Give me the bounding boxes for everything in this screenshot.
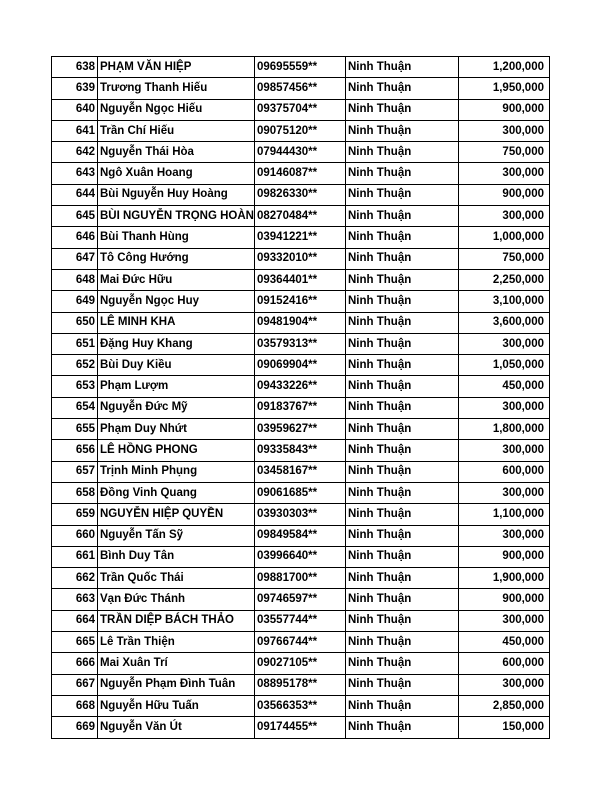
province-cell: Ninh Thuận (346, 610, 459, 631)
row-index-cell: 661 (52, 546, 98, 567)
province-cell: Ninh Thuận (346, 184, 459, 205)
province-cell: Ninh Thuận (346, 227, 459, 248)
recipient-name-cell: Nguyễn Thái Hòa (98, 142, 255, 163)
province-cell: Ninh Thuận (346, 482, 459, 503)
amount-cell: 300,000 (459, 120, 550, 141)
amount-cell: 150,000 (459, 717, 550, 738)
recipient-name-cell: Tô Công Hướng (98, 248, 255, 269)
phone-number-cell: 03930303** (255, 504, 346, 525)
recipient-name-cell: Trịnh Minh Phụng (98, 461, 255, 482)
recipient-name-cell: LÊ HỒNG PHONG (98, 440, 255, 461)
amount-cell: 3,100,000 (459, 291, 550, 312)
phone-number-cell: 07944430** (255, 142, 346, 163)
province-cell: Ninh Thuận (346, 568, 459, 589)
recipient-name-cell: NGUYỄN HIỆP QUYỀN (98, 504, 255, 525)
recipient-name-cell: Vạn Đức Thánh (98, 589, 255, 610)
recipient-name-cell: Trương Thanh Hiếu (98, 78, 255, 99)
phone-number-cell: 09146087** (255, 163, 346, 184)
phone-number-cell: 09881700** (255, 568, 346, 589)
province-cell: Ninh Thuận (346, 57, 459, 78)
province-cell: Ninh Thuận (346, 120, 459, 141)
table-row (52, 504, 550, 525)
amount-cell: 900,000 (459, 184, 550, 205)
amount-cell: 750,000 (459, 142, 550, 163)
province-cell: Ninh Thuận (346, 163, 459, 184)
table-row (52, 717, 550, 738)
phone-number-cell: 09152416** (255, 291, 346, 312)
row-index-cell: 663 (52, 589, 98, 610)
row-index-cell: 668 (52, 695, 98, 716)
province-cell: Ninh Thuận (346, 695, 459, 716)
recipient-name-cell: Bùi Nguyễn Huy Hoàng (98, 184, 255, 205)
recipient-name-cell: Mai Xuân Trí (98, 653, 255, 674)
table-row (52, 120, 550, 141)
phone-number-cell: 03458167** (255, 461, 346, 482)
table-row (52, 206, 550, 227)
table-row (52, 525, 550, 546)
province-cell: Ninh Thuận (346, 440, 459, 461)
row-index-cell: 665 (52, 632, 98, 653)
phone-number-cell: 03941221** (255, 227, 346, 248)
table-row (52, 269, 550, 290)
phone-number-cell: 09075120** (255, 120, 346, 141)
phone-number-cell: 09375704** (255, 99, 346, 120)
province-cell: Ninh Thuận (346, 546, 459, 567)
recipient-name-cell: Trần Chí Hiếu (98, 120, 255, 141)
recipient-name-cell: Ngô Xuân Hoang (98, 163, 255, 184)
phone-number-cell: 09332010** (255, 248, 346, 269)
table-row (52, 248, 550, 269)
recipient-name-cell: Lê Trần Thiện (98, 632, 255, 653)
table-row (52, 610, 550, 631)
province-cell: Ninh Thuận (346, 206, 459, 227)
amount-cell: 600,000 (459, 653, 550, 674)
amount-cell: 300,000 (459, 440, 550, 461)
province-cell: Ninh Thuận (346, 312, 459, 333)
phone-number-cell: 03579313** (255, 333, 346, 354)
row-index-cell: 658 (52, 482, 98, 503)
amount-cell: 1,050,000 (459, 355, 550, 376)
row-index-cell: 655 (52, 419, 98, 440)
province-cell: Ninh Thuận (346, 589, 459, 610)
phone-number-cell: 09481904** (255, 312, 346, 333)
province-cell: Ninh Thuận (346, 504, 459, 525)
recipient-name-cell: Trần Quốc Thái (98, 568, 255, 589)
amount-cell: 1,100,000 (459, 504, 550, 525)
amount-cell: 2,250,000 (459, 269, 550, 290)
recipient-name-cell: Nguyễn Văn Út (98, 717, 255, 738)
row-index-cell: 651 (52, 333, 98, 354)
row-index-cell: 662 (52, 568, 98, 589)
province-cell: Ninh Thuận (346, 674, 459, 695)
recipient-name-cell: Nguyễn Ngọc Huy (98, 291, 255, 312)
amount-cell: 450,000 (459, 632, 550, 653)
amount-cell: 300,000 (459, 610, 550, 631)
phone-number-cell: 03557744** (255, 610, 346, 631)
province-cell: Ninh Thuận (346, 269, 459, 290)
row-index-cell: 659 (52, 504, 98, 525)
table-row (52, 589, 550, 610)
recipient-name-cell: BÙI NGUYỄN TRỌNG HOÀN (98, 206, 255, 227)
amount-cell: 3,600,000 (459, 312, 550, 333)
phone-number-cell: 03566353** (255, 695, 346, 716)
province-cell: Ninh Thuận (346, 99, 459, 120)
recipient-name-cell: Đặng Huy Khang (98, 333, 255, 354)
phone-number-cell: 09766744** (255, 632, 346, 653)
row-index-cell: 642 (52, 142, 98, 163)
recipient-name-cell: Bùi Thanh Hùng (98, 227, 255, 248)
row-index-cell: 664 (52, 610, 98, 631)
table-row (52, 482, 550, 503)
amount-cell: 450,000 (459, 376, 550, 397)
recipient-name-cell: Mai Đức Hữu (98, 269, 255, 290)
amount-cell: 900,000 (459, 589, 550, 610)
row-index-cell: 660 (52, 525, 98, 546)
table-row (52, 632, 550, 653)
recipient-name-cell: Bùi Duy Kiều (98, 355, 255, 376)
recipient-name-cell: Bình Duy Tân (98, 546, 255, 567)
row-index-cell: 647 (52, 248, 98, 269)
phone-number-cell: 03996640** (255, 546, 346, 567)
row-index-cell: 641 (52, 120, 98, 141)
amount-cell: 300,000 (459, 482, 550, 503)
phone-number-cell: 09826330** (255, 184, 346, 205)
table-row (52, 291, 550, 312)
province-cell: Ninh Thuận (346, 142, 459, 163)
phone-number-cell: 08270484** (255, 206, 346, 227)
row-index-cell: 666 (52, 653, 98, 674)
row-index-cell: 653 (52, 376, 98, 397)
phone-number-cell: 09695559** (255, 57, 346, 78)
phone-number-cell: 09069904** (255, 355, 346, 376)
amount-cell: 600,000 (459, 461, 550, 482)
row-index-cell: 643 (52, 163, 98, 184)
table-row (52, 312, 550, 333)
phone-number-cell: 08895178** (255, 674, 346, 695)
row-index-cell: 657 (52, 461, 98, 482)
table-row (52, 568, 550, 589)
phone-number-cell: 09174455** (255, 717, 346, 738)
province-cell: Ninh Thuận (346, 78, 459, 99)
row-index-cell: 649 (52, 291, 98, 312)
table-row (52, 142, 550, 163)
recipient-name-cell: Nguyễn Đức Mỹ (98, 397, 255, 418)
amount-cell: 1,000,000 (459, 227, 550, 248)
recipient-list-sheet (51, 56, 549, 739)
recipient-name-cell: Đồng Vinh Quang (98, 482, 255, 503)
amount-cell: 300,000 (459, 525, 550, 546)
table-row (52, 99, 550, 120)
amount-cell: 2,850,000 (459, 695, 550, 716)
amount-cell: 300,000 (459, 163, 550, 184)
recipient-name-cell: Nguyễn Ngọc Hiếu (98, 99, 255, 120)
recipient-name-cell: PHẠM VĂN HIỆP (98, 57, 255, 78)
table-row (52, 78, 550, 99)
province-cell: Ninh Thuận (346, 525, 459, 546)
phone-number-cell: 03959627** (255, 419, 346, 440)
phone-number-cell: 09849584** (255, 525, 346, 546)
table-row (52, 355, 550, 376)
province-cell: Ninh Thuận (346, 653, 459, 674)
province-cell: Ninh Thuận (346, 248, 459, 269)
province-cell: Ninh Thuận (346, 333, 459, 354)
recipient-table-body (52, 57, 550, 739)
table-row (52, 163, 550, 184)
table-row (52, 440, 550, 461)
amount-cell: 1,900,000 (459, 568, 550, 589)
amount-cell: 900,000 (459, 99, 550, 120)
phone-number-cell: 09746597** (255, 589, 346, 610)
row-index-cell: 646 (52, 227, 98, 248)
row-index-cell: 652 (52, 355, 98, 376)
row-index-cell: 654 (52, 397, 98, 418)
recipient-name-cell: Phạm Duy Nhứt (98, 419, 255, 440)
table-row (52, 695, 550, 716)
table-row (52, 546, 550, 567)
row-index-cell: 650 (52, 312, 98, 333)
province-cell: Ninh Thuận (346, 717, 459, 738)
province-cell: Ninh Thuận (346, 461, 459, 482)
table-row (52, 184, 550, 205)
phone-number-cell: 09364401** (255, 269, 346, 290)
phone-number-cell: 09335843** (255, 440, 346, 461)
row-index-cell: 648 (52, 269, 98, 290)
phone-number-cell: 09433226** (255, 376, 346, 397)
table-row (52, 653, 550, 674)
table-row (52, 674, 550, 695)
amount-cell: 750,000 (459, 248, 550, 269)
table-row (52, 376, 550, 397)
row-index-cell: 639 (52, 78, 98, 99)
amount-cell: 1,950,000 (459, 78, 550, 99)
row-index-cell: 644 (52, 184, 98, 205)
row-index-cell: 645 (52, 206, 98, 227)
province-cell: Ninh Thuận (346, 397, 459, 418)
phone-number-cell: 09061685** (255, 482, 346, 503)
recipient-table (51, 56, 550, 739)
province-cell: Ninh Thuận (346, 376, 459, 397)
province-cell: Ninh Thuận (346, 291, 459, 312)
province-cell: Ninh Thuận (346, 355, 459, 376)
recipient-name-cell: Nguyễn Tấn Sỹ (98, 525, 255, 546)
amount-cell: 300,000 (459, 674, 550, 695)
row-index-cell: 669 (52, 717, 98, 738)
table-row (52, 397, 550, 418)
amount-cell: 300,000 (459, 397, 550, 418)
row-index-cell: 640 (52, 99, 98, 120)
phone-number-cell: 09027105** (255, 653, 346, 674)
amount-cell: 900,000 (459, 546, 550, 567)
recipient-name-cell: Phạm Lượm (98, 376, 255, 397)
table-row (52, 461, 550, 482)
recipient-name-cell: Nguyễn Phạm Đình Tuân (98, 674, 255, 695)
row-index-cell: 638 (52, 57, 98, 78)
row-index-cell: 656 (52, 440, 98, 461)
table-row (52, 333, 550, 354)
province-cell: Ninh Thuận (346, 419, 459, 440)
recipient-name-cell: TRẦN DIỆP BÁCH THẢO (98, 610, 255, 631)
amount-cell: 1,800,000 (459, 419, 550, 440)
recipient-name-cell: LÊ MINH KHA (98, 312, 255, 333)
recipient-name-cell: Nguyễn Hữu Tuấn (98, 695, 255, 716)
amount-cell: 300,000 (459, 206, 550, 227)
phone-number-cell: 09857456** (255, 78, 346, 99)
province-cell: Ninh Thuận (346, 632, 459, 653)
table-row (52, 227, 550, 248)
row-index-cell: 667 (52, 674, 98, 695)
amount-cell: 300,000 (459, 333, 550, 354)
table-row (52, 419, 550, 440)
table-row (52, 57, 550, 78)
phone-number-cell: 09183767** (255, 397, 346, 418)
amount-cell: 1,200,000 (459, 57, 550, 78)
